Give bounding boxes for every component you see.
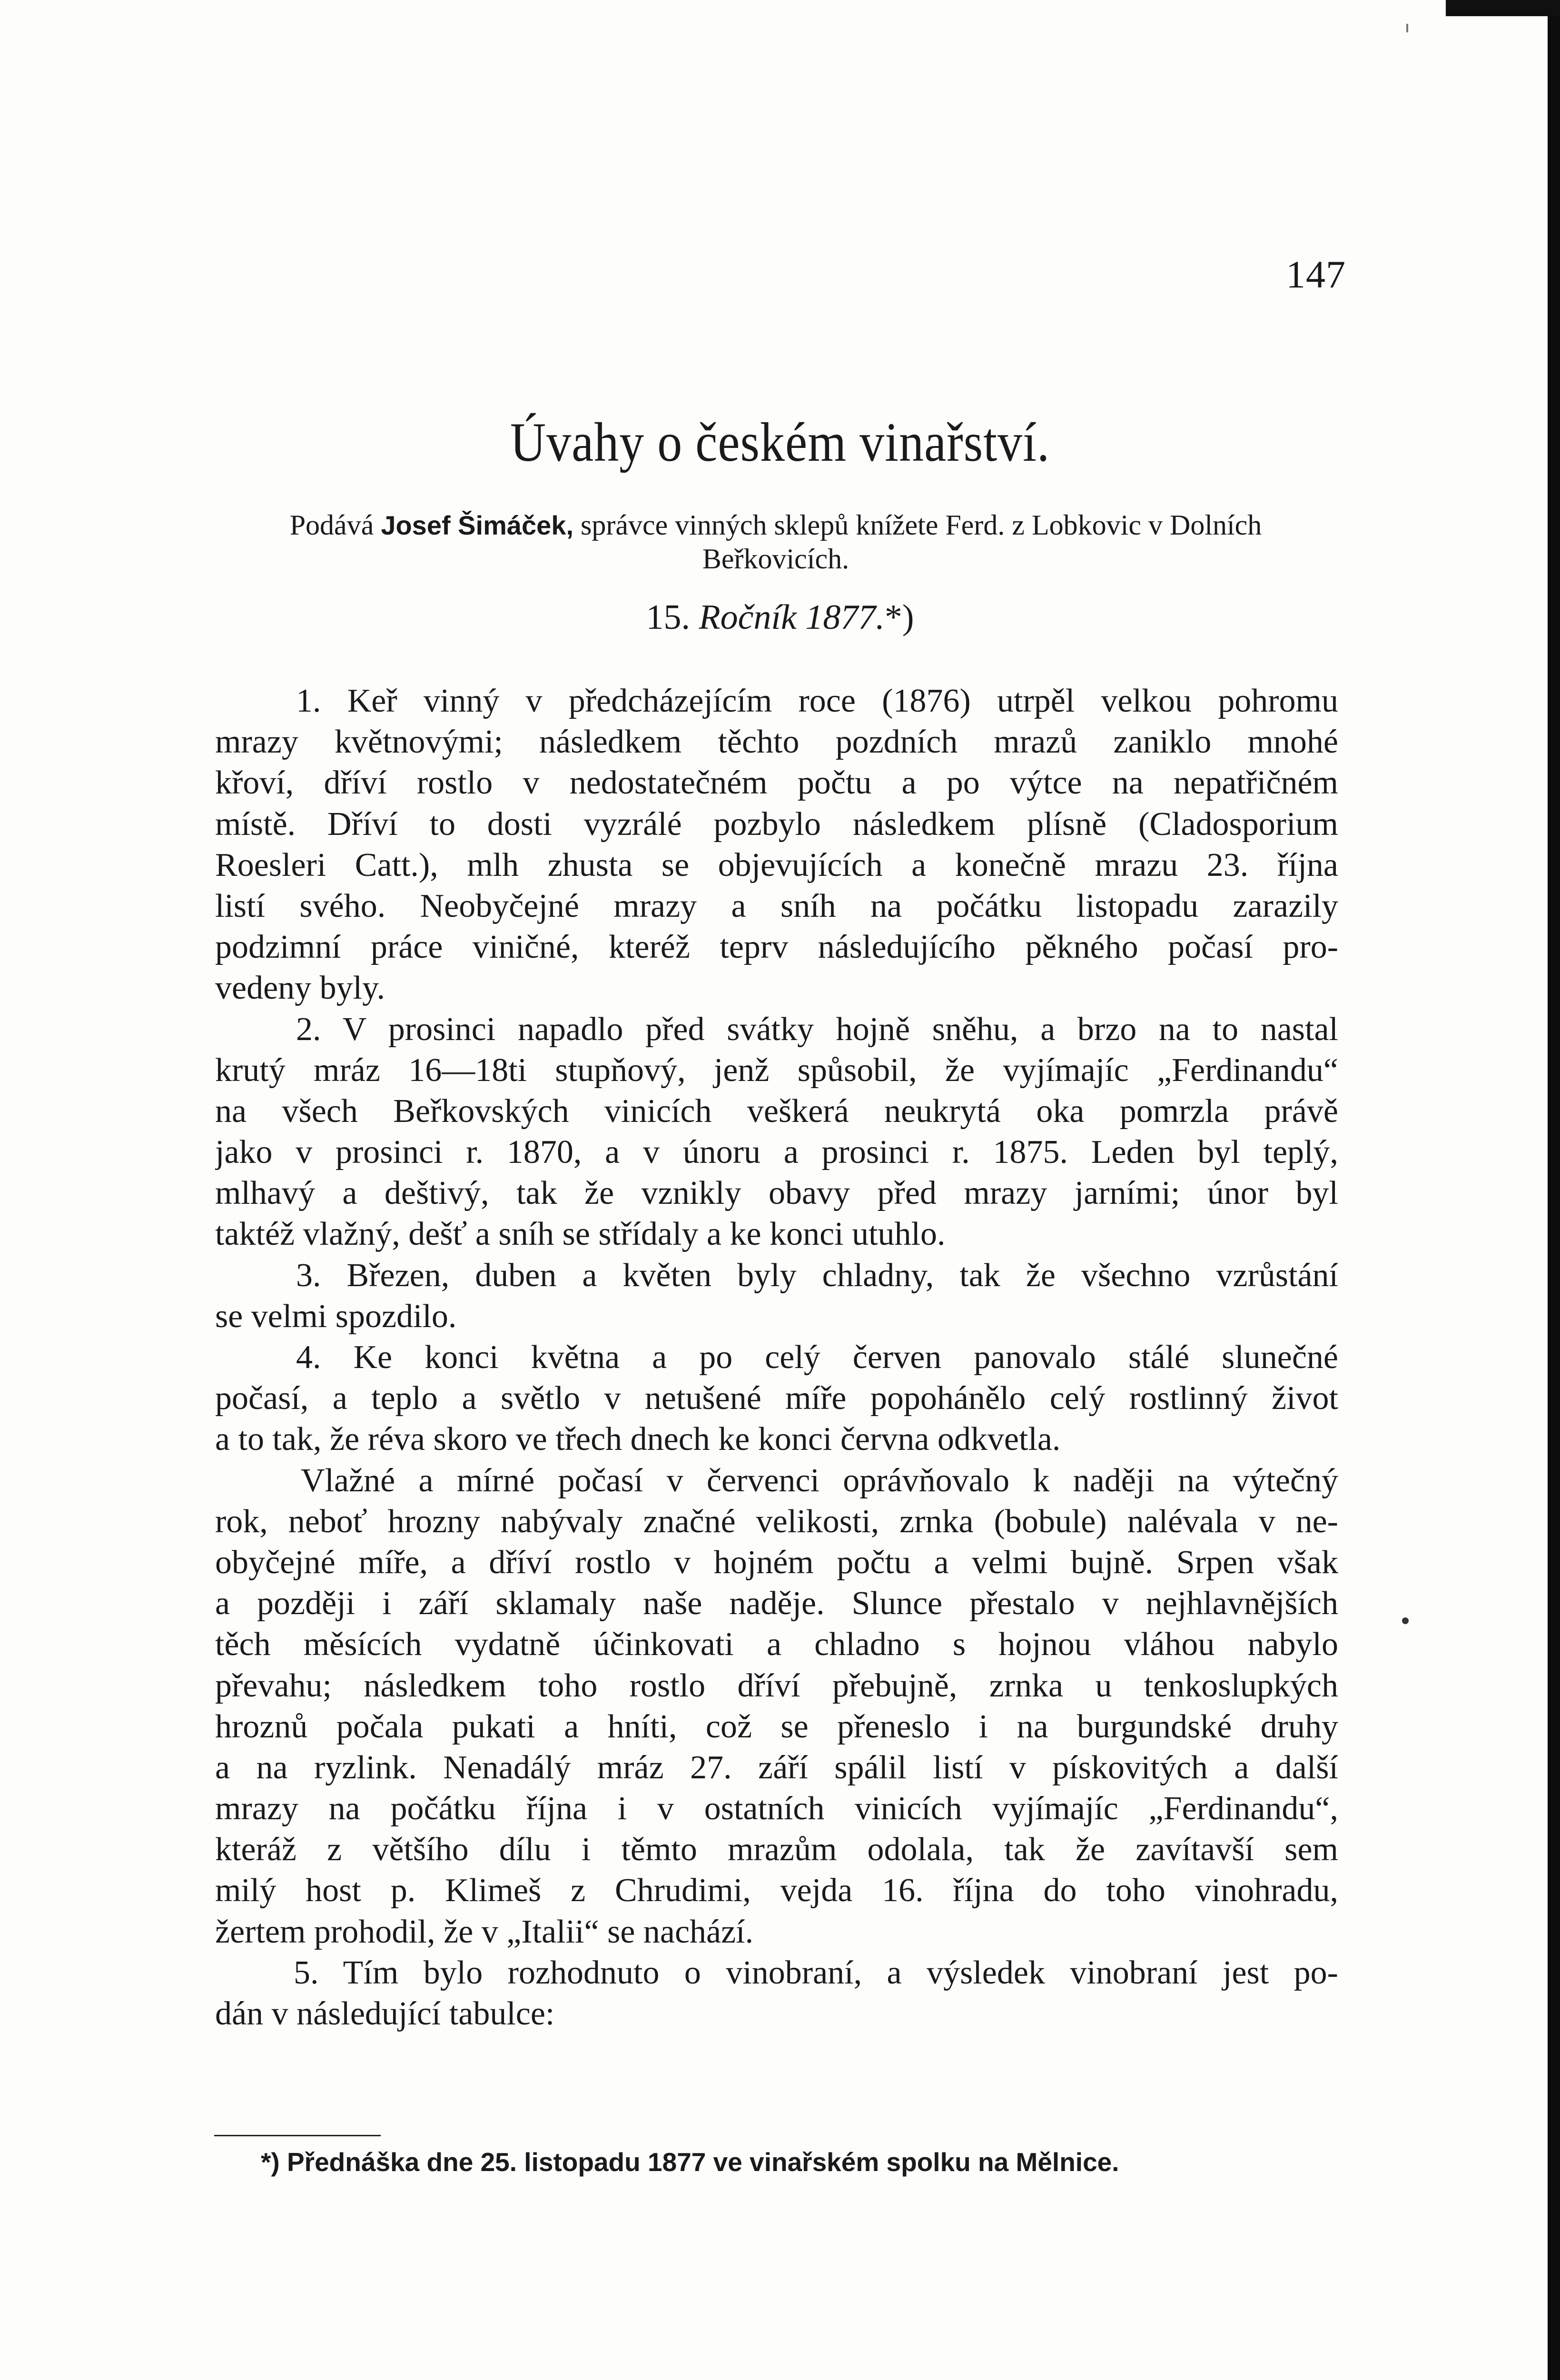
text-line: 2. V prosinci napadlo před svátky hojně sněhu, a brzo na to nastal [296, 1011, 1338, 1048]
text-line: 5. Tím bylo rozhodnuto o vinobraní, a výsledek vinobraní jest po- [294, 1954, 1338, 1991]
section-heading [0, 597, 1560, 638]
text-line: podzimní práce viničné, kteréž teprv následujícího pěkného počasí pro- [215, 929, 1338, 966]
text-line: mrazy květnovými; následkem těchto pozdních mrazů zaniklo mnohé [215, 724, 1338, 761]
text-line: křoví, dříví rostlo v nedostatečném počtu a po výtce na nepatřičném [215, 764, 1338, 802]
section-footnote-mark: *) [884, 598, 914, 637]
body-text [215, 681, 1338, 2034]
text-line: dán v následující tabulce: [215, 1995, 555, 2032]
article-title: Úvahy o českém vinařství. [510, 412, 1050, 473]
byline-author: Josef Šimáček, [381, 510, 574, 540]
text-line: místě. Dříví to dosti vyzrálé pozbylo následkem plísně (Cladosporium [215, 805, 1338, 843]
text-line: mrazy na počátku října i v ostatních vinicích vyjímajíc „Ferdinandu“, [215, 1790, 1338, 1827]
page-number: 147 [1286, 253, 1346, 296]
text-line: milý host p. Klimeš z Chrudimi, vejda 16. října do toho vinohradu, [215, 1872, 1338, 1909]
footnote-divider [214, 2135, 381, 2136]
text-line: a to tak, že réva skoro ve třech dnech ke konci června odkvetla. [215, 1421, 1061, 1458]
footnote: *) Přednáška dne 25. listopadu 1877 ve vinařském spolku na Mělnice. [261, 2147, 1119, 2177]
text-line: obyčejné míře, a dříví rostlo v hojném počtu a velmi bujně. Srpen však [215, 1544, 1338, 1581]
text-line: taktéž vlažný, dešť a sníh se střídaly a ke konci utuhlo. [215, 1216, 946, 1253]
text-line: krutý mráz 16—18ti stupňový, jenž spůsobil, že vyjímajíc „Ferdinandu“ [215, 1051, 1338, 1089]
text-line: počasí, a teplo a světlo v netušené míře popohánělo celý rostlinný život [215, 1380, 1338, 1417]
text-line: Roesleri Catt.), mlh zhusta se objevujících a konečně mrazu 23. října [215, 846, 1338, 883]
byline-prefix: Podává [289, 509, 374, 541]
text-line: vedeny byly. [215, 970, 385, 1007]
text-line: mlhavý a deštivý, tak že vznikly obavy před mrazy jarními; únor byl [215, 1175, 1338, 1212]
scan-speck [1402, 1617, 1409, 1624]
text-line: na všech Beřkovských vinicích veškerá neukrytá oka pomrzla právě [215, 1092, 1338, 1130]
text-line: a později i září sklamaly naše naděje. Slunce přestalo v nejhlavnějších [215, 1585, 1338, 1622]
section-number: 15. [646, 598, 690, 637]
text-line: převahu; následkem toho rostlo dříví přebujně, zrnka u tenkoslupkých [215, 1667, 1338, 1704]
text-line: a na ryzlink. Nenadálý mráz 27. září spálil listí v pískovitých a další [215, 1749, 1338, 1786]
text-line: žertem prohodil, že v „Italii“ se nachází. [215, 1913, 754, 1950]
text-line: 3. Březen, duben a květen byly chladny, tak že všechno vzrůstání [296, 1257, 1338, 1294]
text-line: 1. Keř vinný v předcházejícím roce (1876) utrpěl velkou pohromu [296, 683, 1338, 719]
scan-edge-right [1548, 0, 1560, 2380]
scan-mark [1406, 24, 1408, 32]
byline-rest: správce vinných sklepů knížete Ferd. z Lobkovic v Dolních Beřkovicích. [581, 509, 1262, 575]
text-line: jako v prosinci r. 1870, a v únoru a prosinci r. 1875. Leden byl teplý, [215, 1134, 1338, 1171]
scan-edge-top [1446, 0, 1560, 16]
text-line: hroznů počala pukati a hníti, což se přeneslo i na burgundské druhy [215, 1708, 1338, 1745]
byline [214, 508, 1337, 575]
text-line: 4. Ke konci května a po celý červen panovalo stálé slunečné [296, 1339, 1338, 1376]
text-line: těch měsících vydatně účinkovati a chladno s hojnou vláhou nabylo [215, 1626, 1338, 1663]
section-label: Ročník 1877. [699, 598, 885, 637]
text-line: kteráž z většího dílu i těmto mrazům odolala, tak že zavítavší sem [215, 1831, 1338, 1868]
text-line: rok, neboť hrozny nabývaly značné velikosti, zrnka (bobule) nalévala v ne- [215, 1503, 1338, 1540]
text-line: listí svého. Neobyčejné mrazy a sníh na počátku listopadu zarazily [215, 887, 1338, 924]
text-line: se velmi spozdilo. [215, 1298, 457, 1335]
text-line: Vlažné a mírné počasí v červenci oprávňovalo k naději na výtečný [301, 1462, 1338, 1499]
